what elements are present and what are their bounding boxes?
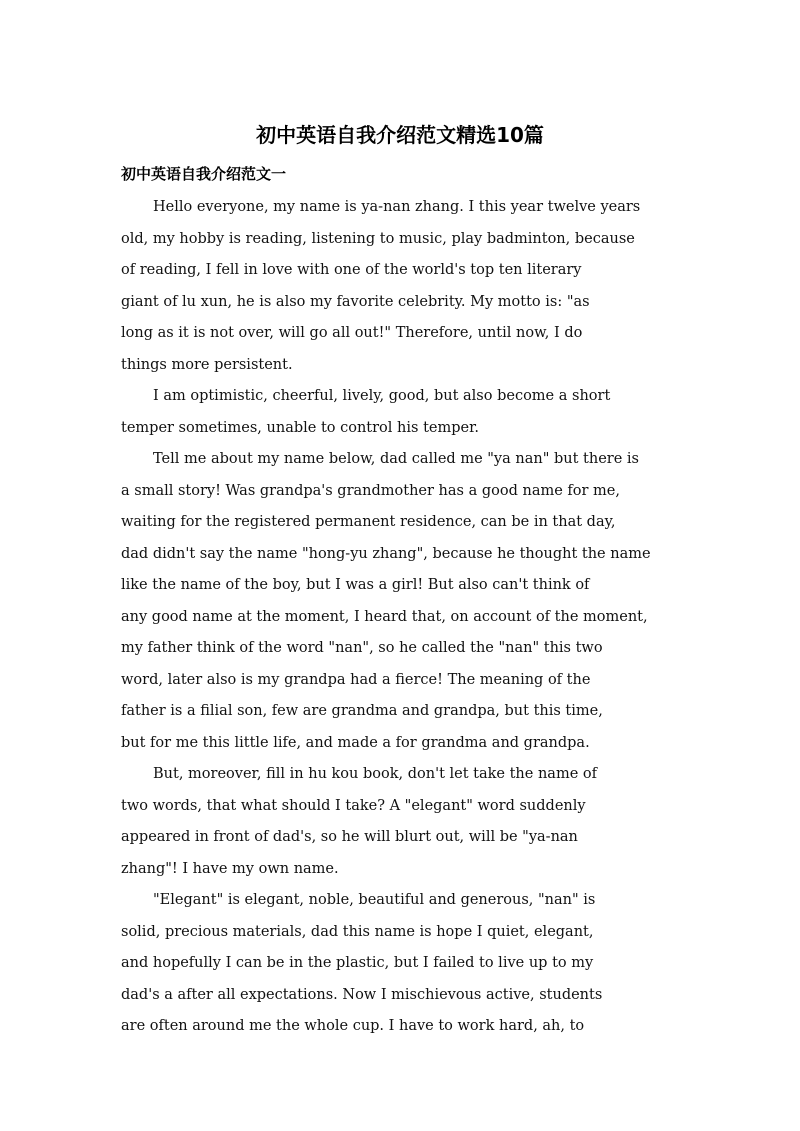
text-line: are often around me the whole cup. I have to work hard, ah, to — [121, 1018, 585, 1034]
text-line: "Elegant" is elegant, noble, beautiful and generous, "nan" is — [153, 892, 596, 908]
text-line: long as it is not over, will go all out!" Therefore, until now, I do — [121, 325, 583, 341]
text-line: waiting for the registered permanent residence, can be in that day, — [121, 514, 616, 530]
text-line: of reading, I fell in love with one of the world's top ten literary — [121, 262, 582, 278]
text-line: solid, precious materials, dad this name is hope I quiet, elegant, — [121, 923, 594, 940]
text-line: word, later also is my grandpa had a fierce! The meaning of the — [121, 671, 591, 688]
text-line: any good name at the moment, I heard that, on account of the moment, — [121, 608, 648, 625]
document-title: 初中英语自我介绍范文精选10篇 — [256, 123, 544, 147]
text-line: my father think of the word "nan", so he called the "nan" this two — [121, 640, 603, 656]
text-line: temper sometimes, unable to control his temper. — [121, 419, 480, 436]
text-line: zhang"! I have my own name. — [121, 860, 339, 877]
section-heading: 初中英语自我介绍范文一 — [121, 165, 287, 183]
text-line: father is a filial son, few are grandma and grandpa, but this time, — [121, 703, 603, 719]
text-line: like the name of the boy, but I was a girl! But also can't think of — [121, 577, 590, 593]
text-line: giant of lu xun, he is also my favorite celebrity. My motto is: "as — [121, 293, 590, 310]
text-line: But, moreover, fill in hu kou book, don't let take the name of — [153, 766, 597, 782]
text-line: I am optimistic, cheerful, lively, good, but also become a short — [153, 388, 611, 404]
text-line: Tell me about my name below, dad called me "ya nan" but there is — [153, 451, 639, 467]
text-line: but for me this little life, and made a for grandma and grandpa. — [121, 734, 590, 751]
text-line: and hopefully I can be in the plastic, but I failed to live up to my — [121, 955, 594, 971]
text-line: Hello everyone, my name is ya-nan zhang. I this year twelve years — [153, 199, 641, 215]
text-line: things more persistent. — [121, 356, 293, 373]
text-line: dad's a after all expectations. Now I mischievous active, students — [121, 986, 603, 1003]
text-line: a small story! Was grandpa's grandmother has a good name for me, — [121, 482, 620, 499]
essay-body — [121, 192, 681, 1043]
text-line: old, my hobby is reading, listening to music, play badminton, because — [121, 230, 635, 247]
text-line: two words, that what should I take? A "elegant" word suddenly — [121, 797, 586, 814]
text-line: dad didn't say the name "hong-yu zhang", because he thought the name — [121, 545, 651, 562]
text-line: appeared in front of dad's, so he will blurt out, will be "ya-nan — [121, 829, 578, 845]
